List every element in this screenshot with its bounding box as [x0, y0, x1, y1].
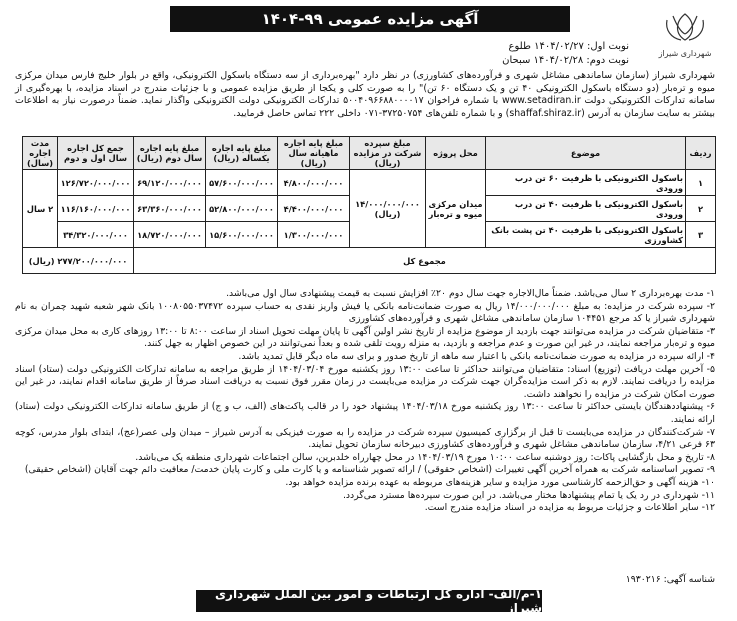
condition-item: ۷- شرکت‌کنندگان در مزایده می‌بایست تا قبل از برگزاری کمیسیون سپرده شرکت در مزایده را به صورت فیزیکی به آدرس شیراز – میدان ولی عصر(عج)، ابتدای بلوار مدرس، کوچه ۶۳ فرعی ۴/۲۱، سازمان ساماندهی مشاغل شهری و فرآورده‌های کشاورزی دبیرخانه سازمان تحویل نمایند. [15, 426, 715, 451]
row-total: ۱۱۶/۱۶۰/۰۰۰/۰۰۰ [58, 196, 134, 222]
col-location: محل پروژه [426, 137, 486, 170]
table-row [23, 170, 716, 196]
condition-item: ۲- سپرده شرکت در مزایده: به مبلغ ۱۴/۰۰۰/۰۰۰/۰۰۰ ریال به صورت ضمانت‌نامه بانکی یا فیش واریز نقدی به حساب سپرده ۱۰۰۸۰۵۵۰۳۷۴۷۲ بانک شهر شعبه شهید چمران به نام شهرداری شیراز یا کد مرجع ۱۰۴۴۵۱ سازمان ساماندهی مشاغل شهری و فرآورده‌های کشاورزی [15, 300, 715, 325]
condition-item: ۳- متقاضیان شرکت در مزایده می‌توانند جهت بازدید از موضوع مزایده از تاریخ نشر اولین آگهی تا پایان مهلت تحویل اسناد از ساعت ۸:۰۰ تا ۱۳:۰۰ روزهای کاری به محل میدان مرکزی میوه و تره‌بار مراجعه نمایند، در غیر این صورت و عدم مراجعه و بازدید، به منزله رویت تلقی شده و بعداً نمی‌توانند در این خصوص اظهار به جهل کنند. [15, 325, 715, 350]
lease-duration: ۲ سال [23, 170, 58, 248]
col-yearly: مبلغ پایه اجاره یکساله (ریال) [206, 137, 278, 170]
row-no: ۱ [686, 170, 716, 196]
row-monthly: ۴/۸۰۰/۰۰۰/۰۰۰ [278, 170, 350, 196]
total-label: مجموع کل [134, 248, 716, 274]
condition-item: ۹- تصویر اساسنامه شرکت به همراه آخرین آگهی تغییرات (اشخاص حقوقی) / ارائه تصویر شناسنامه و یا کارت ملی و کارت پایان خدمت/ معافیت دائم جهت آقایان (اشخاص حقیقی) [24, 464, 715, 476]
notice-dates [502, 40, 629, 68]
row-year2: ۶۹/۱۲۰/۰۰۰/۰۰۰ [134, 170, 206, 196]
col-year2: مبلغ پایه اجاره سال دوم (ریال) [134, 137, 206, 170]
row-subject: باسکول الکترونیکی با ظرفیت ۶۰ تن درب ورودی [486, 170, 686, 196]
row-year2: ۱۸/۷۲۰/۰۰۰/۰۰۰ [134, 222, 206, 248]
row-total: ۳۴/۳۲۰/۰۰۰/۰۰۰ [58, 222, 134, 248]
col-deposit: مبلغ سپرده شرکت در مزایده (ریال) [350, 137, 426, 170]
row-total: ۱۲۶/۷۲۰/۰۰۰/۰۰۰ [58, 170, 134, 196]
row-no: ۳ [686, 222, 716, 248]
project-location: میدان مرکزی میوه و تره‌بار [426, 170, 486, 248]
intro-paragraph: شهرداری شیراز (سازمان ساماندهی مشاغل شهری و فرآورده‌های کشاورزی) در نظر دارد "بهره‌برداری از سه دستگاه باسکول الکترونیکی، واقع در بلوار خلیج فارس میدان مرکزی میوه و تره‌بار (دو دستگاه باسکول الکترونیکی ۴۰ تن و یک دستگاه ۶۰ تن)" را به صورت کلی و یکجا از طریق مزایده عمومی و با جزئیات مندرج در اسناد مزایده، با بهره‌گیری از سامانه تدارکات الکترونیکی دولت www.setadiran.ir با شماره فراخوان ۵۰۰۴۰۹۶۶۸۸۰۰۰۰۱۷ تدارکات الکترونیکی دولت الکترونیکی واگذار نماید. ضمناً درصورت نیاز به اطلاعات بیشتر به سایت سازمان به آدرس (shaffaf.shiraz.ir) و با شماره تلفن‌های ۳۷۲۵۰۷۵۴-۰۷۱ داخلی ۲۲۲ تماس حاصل فرمایید. [15, 70, 715, 119]
conditions-list [15, 288, 715, 515]
row-subject: باسکول الکترونیکی با ظرفیت ۴۰ تن درب ورودی [486, 196, 686, 222]
row-no: ۲ [686, 196, 716, 222]
shiraz-municipality-logo [653, 8, 717, 62]
col-duration: مدت اجاره (سال) [23, 137, 58, 170]
row-monthly: ۴/۴۰۰/۰۰۰/۰۰۰ [278, 196, 350, 222]
auction-table [22, 136, 716, 274]
table-header-row [23, 137, 716, 170]
deposit-amount: ۱۴/۰۰۰/۰۰۰/۰۰۰ (ریال) [350, 170, 426, 248]
notice-id: شناسه آگهی: ۱۹۳۰۲۱۶ [625, 574, 715, 585]
table-total-row [23, 248, 716, 274]
col-monthly: مبلغ پایه اجاره ماهیانه سال (ریال) [278, 137, 350, 170]
row-monthly: ۱/۳۰۰/۰۰۰/۰۰۰ [278, 222, 350, 248]
row-yearly: ۱۵/۶۰۰/۰۰۰/۰۰۰ [206, 222, 278, 248]
row-yearly: ۵۲/۸۰۰/۰۰۰/۰۰۰ [206, 196, 278, 222]
logo-text: شهرداری شیراز [658, 49, 712, 58]
row-yearly: ۵۷/۶۰۰/۰۰۰/۰۰۰ [206, 170, 278, 196]
notice-second: نوبت دوم: ۱۴۰۴/۰۲/۲۸ سبحان [502, 55, 629, 66]
condition-item: ۱۱- شهرداری در رد یک یا تمام پیشنهادها مختار می‌باشد. در این صورت سپرده‌ها مسترد می‌گردد. [342, 489, 715, 501]
row-year2: ۶۳/۳۶۰/۰۰۰/۰۰۰ [134, 196, 206, 222]
condition-item: ۶- پیشنهاددهندگان بایستی حداکثر تا ساعت ۱۳:۰۰ روز یکشنبه مورخ ۱۴۰۴/۰۳/۱۸ پیشنهاد خود را در قالب پاکت‌های (الف، ب و ج) از طریق سامانه تدارکات الکترونیکی دولت (ستاد) ارائه نمایند. [15, 401, 715, 425]
notice-first: نوبت اول: ۱۴۰۴/۰۲/۲۷ طلوع [508, 41, 629, 52]
footer-banner: ۱-م/الف- اداره کل ارتباطات و امور بین الملل شهرداری شیراز [196, 590, 542, 612]
row-subject: باسکول الکترونیکی با ظرفیت ۴۰ تن پشت بانک کشاورزی [486, 222, 686, 248]
notice-title: آگهی مزایده عمومی ۹۹-۱۴۰۴ [170, 6, 570, 32]
col-total: جمع کل اجاره سال اول و دوم [58, 137, 134, 170]
condition-item: ۱- مدت بهره‌برداری ۲ سال می‌باشد. ضمناً مال‌الاجاره جهت سال دوم ۲۰٪ افزایش نسبت به قیمت پیشنهادی سال اول می‌باشد. [226, 288, 715, 299]
condition-item: ۱۰- هزینه آگهی و حق‌الزحمه کارشناسی مورد مزایده و سایر هزینه‌های مربوطه به عهده برنده مزایده خواهد بود. [285, 476, 715, 488]
condition-item: ۵- آخرین مهلت دریافت (توزیع) اسناد: متقاضیان می‌توانند حداکثر تا ساعت ۱۳:۰۰ روز یکشنبه مورخ ۱۴۰۴/۰۳/۰۴ از طریق مراجعه به سامانه تدارکات الکترونیکی دولت (ستاد) اسناد مزایده را دریافت نمایند. لازم به ذکر است مزایده‌گران جهت شرکت در مزایده می‌بایست در زمان مقرر فوق نسبت به دریافت اسناد صرفاً از طریق سامانه اقدام نمایند، در غیر این صورت امکان شرکت در مزایده را نخواهند داشت. [15, 363, 715, 400]
col-subject: موضوع [486, 137, 686, 170]
condition-item: ۴- ارائه سپرده در مزایده به صورت ضمانت‌نامه بانکی با اعتبار سه ماهه از تاریخ صدور و برای سه ماه دیگر قابل تمدید باشد. [238, 350, 715, 362]
grand-total: ۲۷۷/۲۰۰/۰۰۰/۰۰۰ (ریال) [23, 248, 134, 274]
col-row-no: ردیف [686, 137, 716, 170]
condition-item: ۸- تاریخ و محل بازگشایی پاکات: روز دوشنبه ساعت ۱۰:۰۰ مورخ ۱۴۰۴/۰۳/۱۹ در محل چهارراه خلدبرین، سالن اجتماعات شهرداری منطقه یک می‌باشد. [135, 451, 715, 463]
condition-item: ۱۲- سایر اطلاعات و جزئیات مربوط به مزایده در اسناد مزایده مندرج است. [424, 502, 715, 514]
